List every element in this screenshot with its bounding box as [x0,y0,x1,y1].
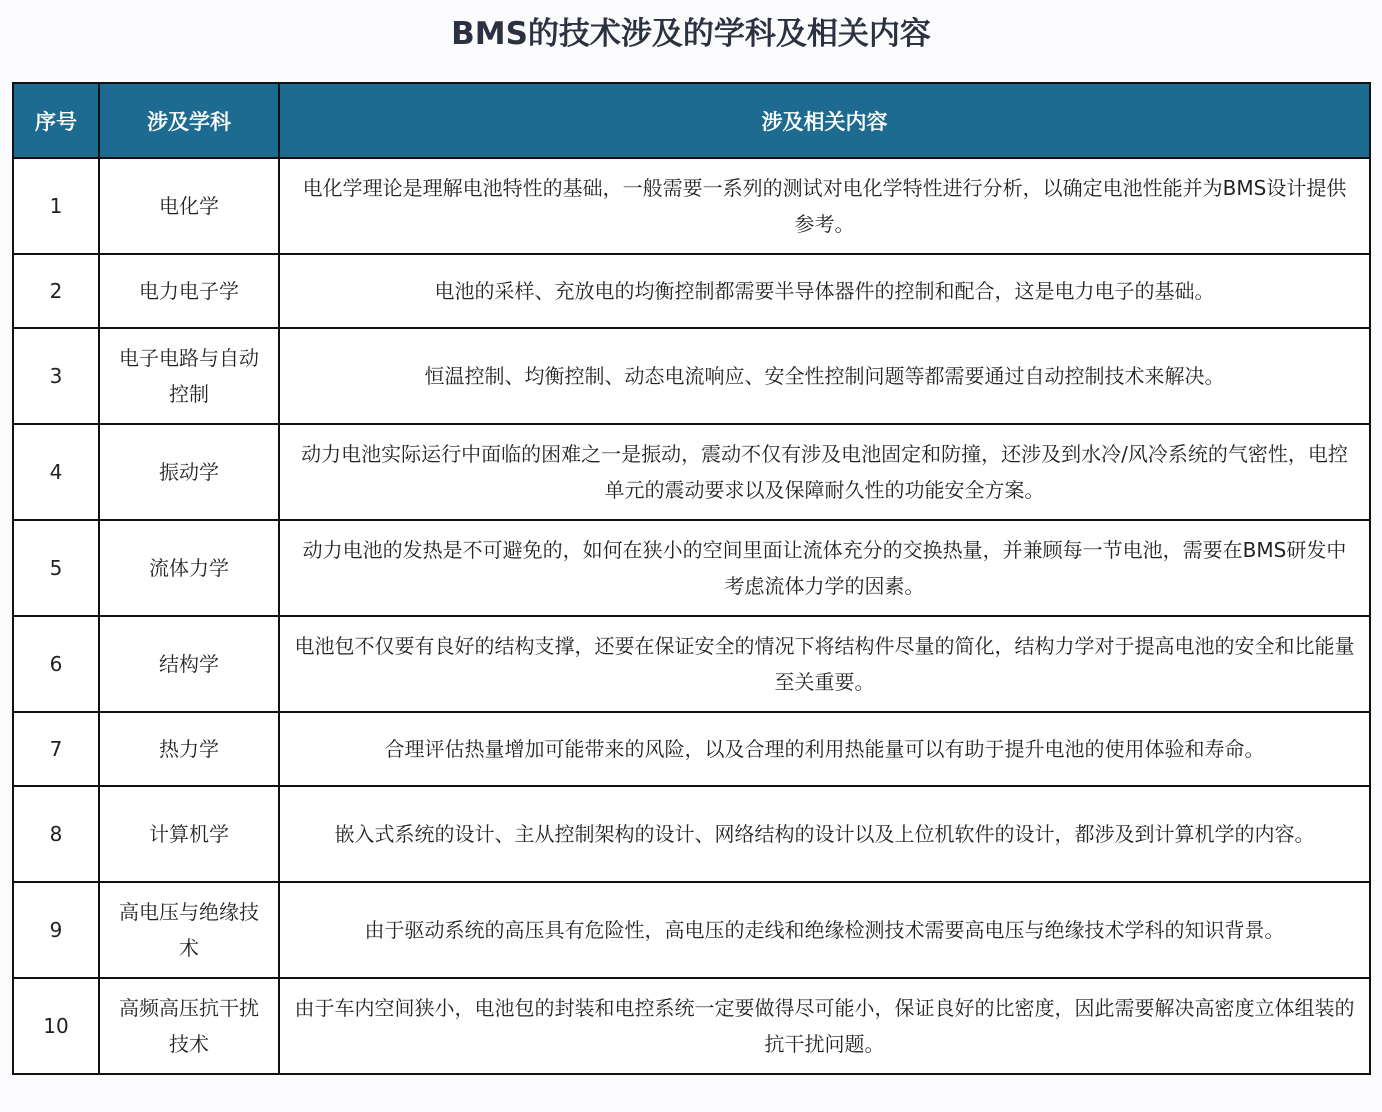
row-subject: 结构学 [99,616,279,712]
row-subject: 电力电子学 [99,254,279,328]
table-row [13,520,1370,616]
row-content: 电池包不仅要有良好的结构支撑，还要在保证安全的情况下将结构件尽量的简化，结构力学对于提高电池的安全和比能量至关重要。 [279,616,1370,712]
row-subject: 高频高压抗干扰技术 [99,978,279,1074]
row-seq: 1 [13,158,99,254]
row-content: 动力电池的发热是不可避免的，如何在狭小的空间里面让流体充分的交换热量，并兼顾每一节电池，需要在BMS研发中考虑流体力学的因素。 [279,520,1370,616]
row-seq: 2 [13,254,99,328]
row-seq: 7 [13,712,99,786]
row-subject: 高电压与绝缘技术 [99,882,279,978]
table-row [13,424,1370,520]
row-content: 恒温控制、均衡控制、动态电流响应、安全性控制问题等都需要通过自动控制技术来解决。 [279,328,1370,424]
row-content: 电池的采样、充放电的均衡控制都需要半导体器件的控制和配合，这是电力电子的基础。 [279,254,1370,328]
row-content: 动力电池实际运行中面临的困难之一是振动，震动不仅有涉及电池固定和防撞，还涉及到水冷/风冷系统的气密性，电控单元的震动要求以及保障耐久性的功能安全方案。 [279,424,1370,520]
row-seq: 3 [13,328,99,424]
table-row [13,978,1370,1074]
row-subject: 振动学 [99,424,279,520]
row-seq: 5 [13,520,99,616]
table-row [13,712,1370,786]
row-content: 嵌入式系统的设计、主从控制架构的设计、网络结构的设计以及上位机软件的设计，都涉及到计算机学的内容。 [279,786,1370,882]
row-content: 由于驱动系统的高压具有危险性，高电压的走线和绝缘检测技术需要高电压与绝缘技术学科的知识背景。 [279,882,1370,978]
table-row [13,158,1370,254]
row-subject: 流体力学 [99,520,279,616]
header-content: 涉及相关内容 [279,83,1370,158]
header-seq: 序号 [13,83,99,158]
subjects-table [12,82,1371,1075]
row-subject: 电化学 [99,158,279,254]
row-content: 由于车内空间狭小，电池包的封装和电控系统一定要做得尽可能小，保证良好的比密度，因此需要解决高密度立体组装的抗干扰问题。 [279,978,1370,1074]
header-subject: 涉及学科 [99,83,279,158]
table-row [13,786,1370,882]
row-subject: 电子电路与自动控制 [99,328,279,424]
page-title: BMS的技术涉及的学科及相关内容 [451,16,931,52]
row-content: 电化学理论是理解电池特性的基础，一般需要一系列的测试对电化学特性进行分析，以确定电池性能并为BMS设计提供参考。 [279,158,1370,254]
row-seq: 4 [13,424,99,520]
row-seq: 10 [13,978,99,1074]
row-subject: 计算机学 [99,786,279,882]
table-row [13,616,1370,712]
table-row [13,254,1370,328]
table-row [13,882,1370,978]
row-seq: 6 [13,616,99,712]
row-seq: 8 [13,786,99,882]
row-content: 合理评估热量增加可能带来的风险，以及合理的利用热能量可以有助于提升电池的使用体验和寿命。 [279,712,1370,786]
row-subject: 热力学 [99,712,279,786]
table-header-row [13,83,1370,158]
table-row [13,328,1370,424]
row-seq: 9 [13,882,99,978]
